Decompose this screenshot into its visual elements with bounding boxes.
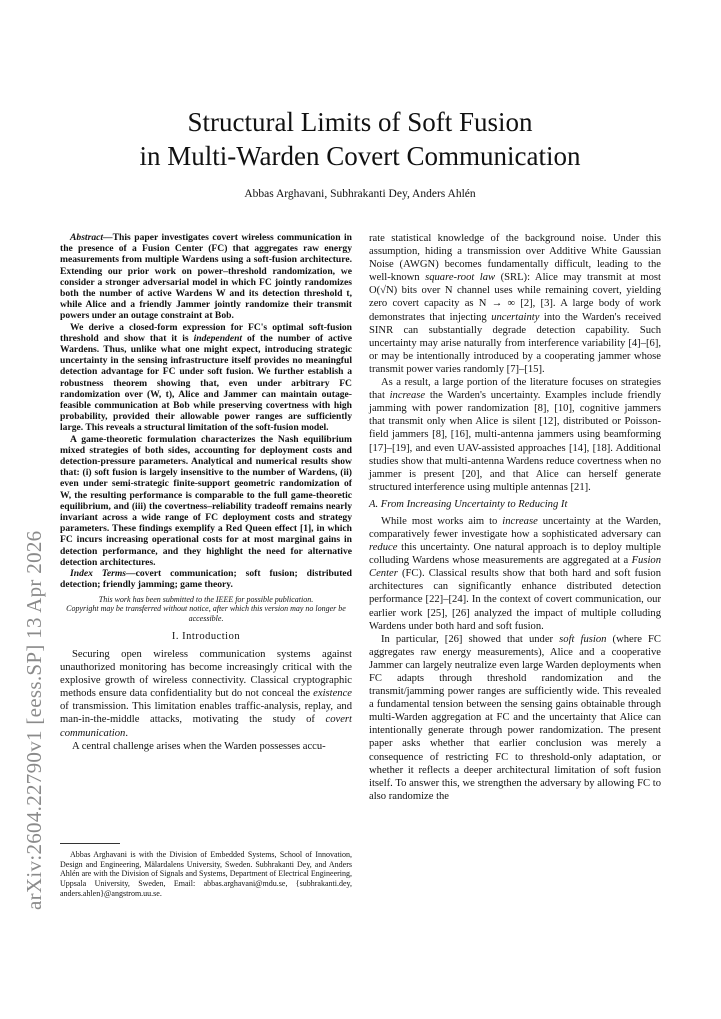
body-text: As a result, a large portion of the literature focuses on strategies that bbox=[369, 377, 661, 402]
author-list: Abbas Arghavani, Subhrakanti Dey, Anders Ahlén bbox=[244, 188, 476, 200]
body-text: rate statistical knowledge of the background noise. Under this assumption, hiding a transmission over Additive White Gaussian Noise (AWGN) becomes fundamentally difficult, leading to the well-known bbox=[369, 233, 661, 284]
left-column bbox=[60, 232, 352, 753]
body-text: into the Warden's received SINR can substantially degrade detection capability. Such uncertainty may arise naturally from interference variability [4]–[6], or may be intentionally introduced by a cooperating jammer whose transmit power varies randomly [7]–[15]. bbox=[369, 311, 662, 375]
right-body bbox=[369, 232, 661, 494]
abstract-label: Abstract— bbox=[70, 232, 113, 243]
abstract-paragraph-2 bbox=[60, 322, 352, 434]
body-text: of transmission. This limitation enables traffic-analysis, replay, and man-in-the-middle attacks, motivating the study of bbox=[60, 701, 352, 726]
footnote-text: Abbas Arghavani is with the Division of Embedded Systems, School of Innovation, Design and Engineering, Mälardalens University, Sweden. Subhrakanti Dey, and Anders Ahlén are with the Division of Signals and Systems, Department of Electrical Engineering, Uppsala University, Sweden, Email: abbas.arghavani@mdu.se, {subhrakanti.dey, anders.ahlen}@angstrom.uu.se. bbox=[60, 850, 352, 898]
intro-paragraph-2: A central challenge arises when the Warden possesses accu- bbox=[72, 740, 326, 752]
arxiv-stamp-text: arXiv:2604.22790v1 [eess.SP] 13 Apr 2026 bbox=[22, 530, 46, 910]
emphasis: increase bbox=[389, 390, 426, 402]
title-line-2: in Multi-Warden Covert Communication bbox=[139, 141, 581, 171]
abstract bbox=[60, 232, 352, 591]
right-paragraph-4 bbox=[369, 633, 661, 803]
body-text: (FC). Classical results show that both hard and soft fusion architectures can significantly enhance distributed detection performance [22]–[24]. In the context of covert communication, our earlier work [25], [26] analyzed the impact of multiple colluding Wardens under both hard and soft fusion. bbox=[369, 568, 661, 632]
right-paragraph-2 bbox=[369, 376, 661, 494]
body-text: uncertainty at the Warden, comparatively fewer investigate how a sophisticated adversary can bbox=[369, 515, 661, 540]
submission-notice bbox=[60, 595, 352, 624]
arxiv-stamp bbox=[14, 130, 54, 910]
notice-line-2: Copyright may be transferred without notice, after which this version may no longer be accessible. bbox=[66, 604, 346, 623]
emphasis: Fusion Center bbox=[369, 555, 661, 580]
abstract-paragraph-1 bbox=[60, 232, 352, 322]
abstract-paragraph-3: A game-theoretic formulation characterizes the Nash equilibrium mixed strategies of both sides, accounting for deployment costs and detection-pressure parameters. Analytical and numerical results show that: (i) soft fusion is largely insensitive to the number of Wardens, (ii) even under semi-strategic finite-support geometric randomization of W, the resulting performance is comparable to the full game-theoretic equilibrium, and (iii) the covertness–reliability tradeoff remains nearly invariant across a wide range of FC deployment costs and strategy parameters. These findings exemplify a Red Queen effect [1], in which FC incurs increasing operational costs for at most marginal gains in detection performance, and they highlight the need for alternative detection architectures. bbox=[60, 433, 352, 568]
author-footnote bbox=[60, 850, 352, 899]
body-text: this uncertainty. One natural approach is to deploy multiple colluding Wardens whose measurements are aggregated at a bbox=[369, 542, 661, 567]
body-text: the Warden's uncertainty. Examples include friendly jamming with power randomization [8], [10], cognitive jammers that transmit only when Alice is silent [12], distributed or Poisson-field jammers [8], [16], multi-antenna jammers using beamforming [17]–[19], and even UAV-assisted approaches [14], [18]. Additional studies show that multi-antenna Wardens reduce covertness when no jammer is present [20], and that Alice can herself generate structured interference using multiple antennas [21]. bbox=[369, 390, 661, 493]
introduction-body bbox=[60, 648, 352, 753]
body-text: While most works aim to bbox=[381, 515, 503, 527]
title-line-1: Structural Limits of Soft Fusion bbox=[187, 107, 533, 137]
subsection-heading: A. From Increasing Uncertainty to Reducing It bbox=[369, 498, 568, 510]
abstract-text: of the number of active Wardens. Thus, unlike what one might expect, introducing strategic uncertainty in the sensing infrastructure itself provides no meaningful detection advantage for FC under soft fusion. We further establish a robustness theorem showing that, even under arbitrary FC randomization over (W, t), Alice and Jammer can maintain outage-feasible communication at Bob while preserving covertness with high probability, provided their allowable power ranges are sufficiently large. This reveals a structural limitation of the soft-fusion model. bbox=[60, 332, 352, 434]
section-heading-introduction: I. Introduction bbox=[171, 631, 241, 642]
emphasis: square-root law bbox=[425, 272, 496, 284]
footnote-divider bbox=[60, 843, 120, 844]
body-text: . bbox=[125, 727, 128, 739]
index-terms-text: —covert communication; soft fusion; distributed detection; friendly jamming; game theory. bbox=[60, 568, 352, 591]
right-paragraph-1 bbox=[369, 232, 661, 376]
emphasis: increase bbox=[502, 515, 538, 527]
emphasis: uncertainty bbox=[491, 311, 540, 323]
subsection-body bbox=[369, 515, 661, 803]
body-text: (where FC aggregates raw energy measurements), Alice and a cooperative Jammer can largely neutralize even large Warden deployments when FC adapts through threshold randomization and the transmit/jamming power ranges are sufficiently wide. This revealed a fundamental tension between the sensing gains obtainable through multi-Warden aggregation at FC and the uncertainty that Alice can intentionally generate through power randomization. The present paper asks whether that earlier conclusion was merely a consequence of restricting FC to threshold-only adaptation, or whether it reflects a deeper architectural limitation of soft fusion itself. To answer this, we strengthen the adversary by allowing FC to also randomize the bbox=[369, 633, 662, 802]
emphasis: soft fusion bbox=[559, 633, 607, 645]
abstract-text: This paper investigates covert wireless communication in the presence of a Fusion Center (FC) that aggregates raw energy measurements from multiple Wardens using a soft-fusion architecture. Extending our prior work on power–threshold randomization, we consider a stronger adversarial model in which FC jointly randomizes both the number of active Wardens W and its detection threshold t, while Alice and a friendly Jammer jointly randomize their transmit powers under an outage constraint at Bob. bbox=[60, 232, 352, 322]
emphasis: existence bbox=[313, 688, 352, 700]
paper-title bbox=[60, 105, 660, 173]
right-paragraph-3 bbox=[369, 515, 661, 633]
body-text: In particular, [26] showed that under bbox=[381, 633, 560, 645]
body-text: Securing open wireless communication systems against unauthorized monitoring has become increasingly critical with the explosive growth of wireless connectivity. Classical cryptographic methods ensure data confidentiality but do not conceal the bbox=[60, 649, 352, 700]
notice-line-1: This work has been submitted to the IEEE for possible publication. bbox=[98, 594, 314, 604]
intro-paragraph-1 bbox=[60, 648, 352, 740]
index-terms bbox=[60, 568, 352, 590]
body-text: (SRL): Alice may transmit at most O(√N) bits over N channel uses while remaining covert, yielding zero covert capacity as N → ∞ [2], [3]. A large body of work demonstrates that injecting bbox=[369, 272, 661, 323]
emphasis: independent bbox=[193, 332, 243, 344]
emphasis: covert communication bbox=[60, 714, 352, 739]
emphasis: reduce bbox=[369, 542, 398, 554]
index-terms-label: Index Terms bbox=[70, 568, 127, 580]
abstract-text: We derive a closed-form expression for FC's optimal soft-fusion threshold and show that it is bbox=[60, 321, 352, 344]
right-column bbox=[369, 232, 661, 803]
